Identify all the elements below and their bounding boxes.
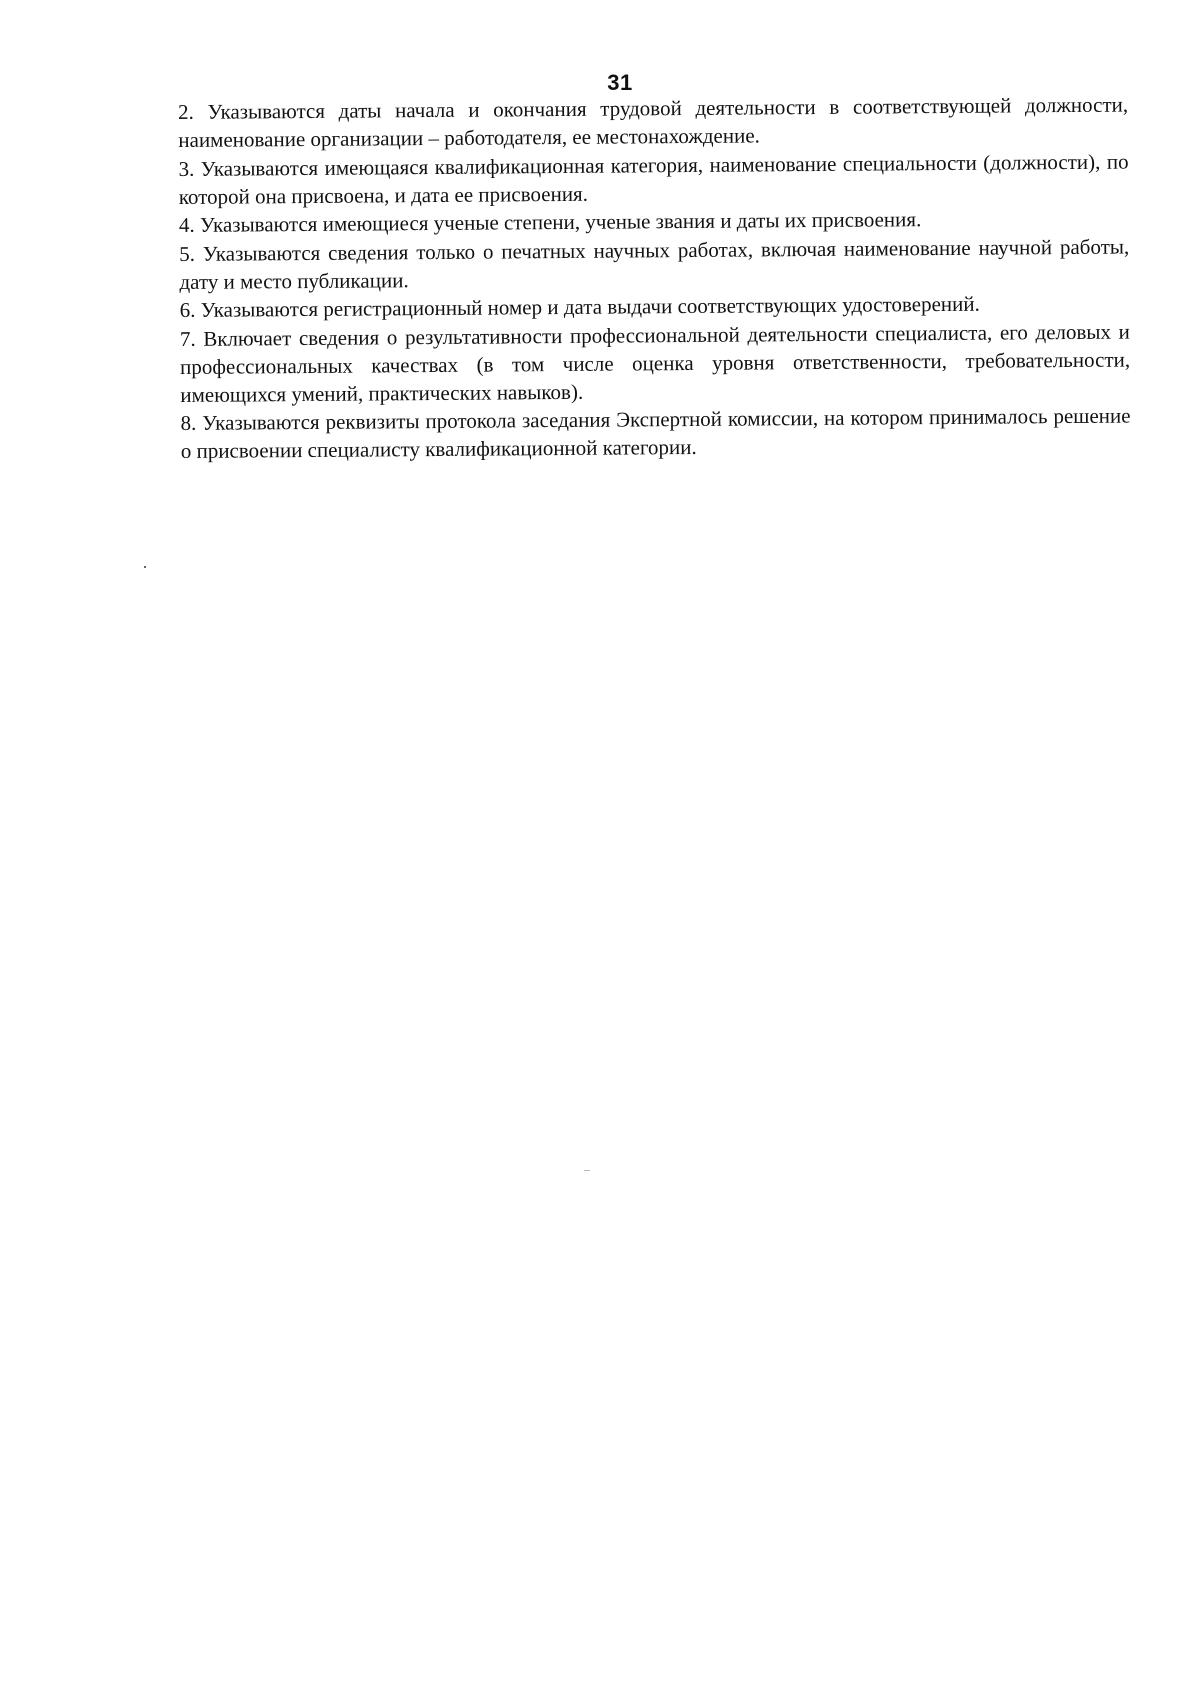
footnote-5: 5. Указываются сведения только о печатных научных работах, включая наименование научной работы, дату и место публикации.	[179, 234, 1130, 294]
footnote-8: 8. Указываются реквизиты протокола заседания Экспертной комиссии, на котором принималось решение о присвоении специалисту квалификационной категории.	[180, 403, 1131, 463]
footnote-4: 4. Указываются имеющиеся ученые степени, ученые звания и даты их присвоения.	[178, 207, 922, 237]
footnotes-list	[178, 91, 1131, 466]
footnote-7: 7. Включает сведения о результативности профессиональной деятельности специалиста, его деловых и профессиональных качествах (в том числе оценка уровня ответственности, требовательности, имеющихся умений, практических навыков).	[179, 319, 1131, 407]
scan-speck	[144, 566, 146, 568]
scan-mark	[584, 1170, 590, 1171]
page-number: 31	[607, 70, 633, 95]
footnote-3: 3. Указываются имеющаяся квалификационная категория, наименование специальности (должности), по которой она присвоена, и дата ее присвоения.	[178, 149, 1129, 209]
footnote-2: 2. Указываются даты начала и окончания трудовой деятельности в соответствующей должности, наименование организации – работодателя, ее местонахождение.	[178, 92, 1129, 152]
footnote-6: 6. Указываются регистрационный номер и дата выдачи соответствующих удостоверений.	[179, 291, 980, 322]
